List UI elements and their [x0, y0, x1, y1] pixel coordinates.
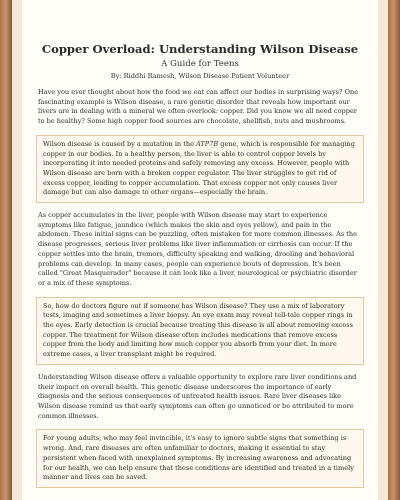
paragraph-intro: Have you ever thought about how the food we eat can affect our bodies in surprising ways? One fascinating example is Wilson disease, a rare genetic disorder that reveals how important our livers are in dealing with a mineral we often overlook: copper. Did you know we all need copper to be healthy? Some high copper food sources are chocolate, shellfish, nuts and mushrooms.	[38, 88, 359, 126]
paragraph-young-adults: For young adults, who may feel invincible, it's easy to ignore subtle signs that something is wrong. And, rare diseases are often unfamiliar to doctors, making it essential to stay persistent when faced with unexplained symptoms. By increasing awareness and advocating for our health, we can help ensure that these conditions are identified and treated in a timely manner and lives can be saved.	[36, 429, 364, 488]
paragraph-cause	[36, 135, 364, 203]
page-title: Copper Overload: Understanding Wilson Disease	[41, 42, 359, 56]
paragraph-diagnosis: So, how do doctors figure out if someone has Wilson disease? They use a mix of laboratory tests, imaging and sometimes a liver biopsy. An eye exam may reveal tell-tale copper rings in the eyes. Early detection is crucial because treating this disease is all about removing excess copper. The treatment for Wilson disease often includes medications that remove excess copper from the body and limiting how much copper you absorb from your diet. In more extreme cases, a liver transplant might be required.	[36, 297, 364, 365]
paragraph-understanding: Understanding Wilson disease offers a valuable opportunity to explore rare liver conditions and their impact on overall health. This genetic disease underscores the importance of early diagnosis and the serious consequences of untreated health issues. Rare liver diseases like Wilson disease remind us that early symptoms can often go unnoticed or be attributed to more common illnesses.	[38, 372, 357, 420]
paragraph-cause-text-end: gene, which is responsible for managing copper in our bodies. In a healthy person, the liver is able to control copper levels by incorporating it into needed proteins and safely removing any excess. However, people with Wilson disease are born with a broken copper regulator. The liver struggles to get rid of excess copper, leading to copper accumulation. That excess copper not only causes liver damage but can also damage to other organs—especially the brain.	[43, 139, 355, 197]
document-page	[22, 0, 378, 500]
gene-name: ATP7B	[196, 139, 219, 148]
paragraph-symptoms: As copper accumulates in the liver, people with Wilson disease may start to experience symptoms like fatigue, jaundice (which makes the skin and eyes yellow), and pain in the abdomen. These initial signs can be puzzling, often mistaken for more common illnesses. As the disease progresses, serious liver problems like liver inflammation or cirrhosis can occur. If the copper settles into the brain, tremors, difficulty speaking and walking, drooling and behavioral problems can develop. In many cases, people can experience bouts of depression. It's been called "Great Masquerader" because it can look like a liver, neurological or psychiatric disorder or a mix of these symptoms.	[38, 211, 358, 287]
paragraph-cause-text-start: Wilson disease is caused by a mutation in the	[43, 139, 197, 148]
right-frame-border	[388, 0, 400, 500]
page-subtitle: A Guide for Teens	[161, 59, 239, 69]
left-frame-border	[0, 0, 12, 500]
author-byline: By: Riddhi Ramesh, Wilson Disease Patient Volunteer	[110, 72, 290, 80]
